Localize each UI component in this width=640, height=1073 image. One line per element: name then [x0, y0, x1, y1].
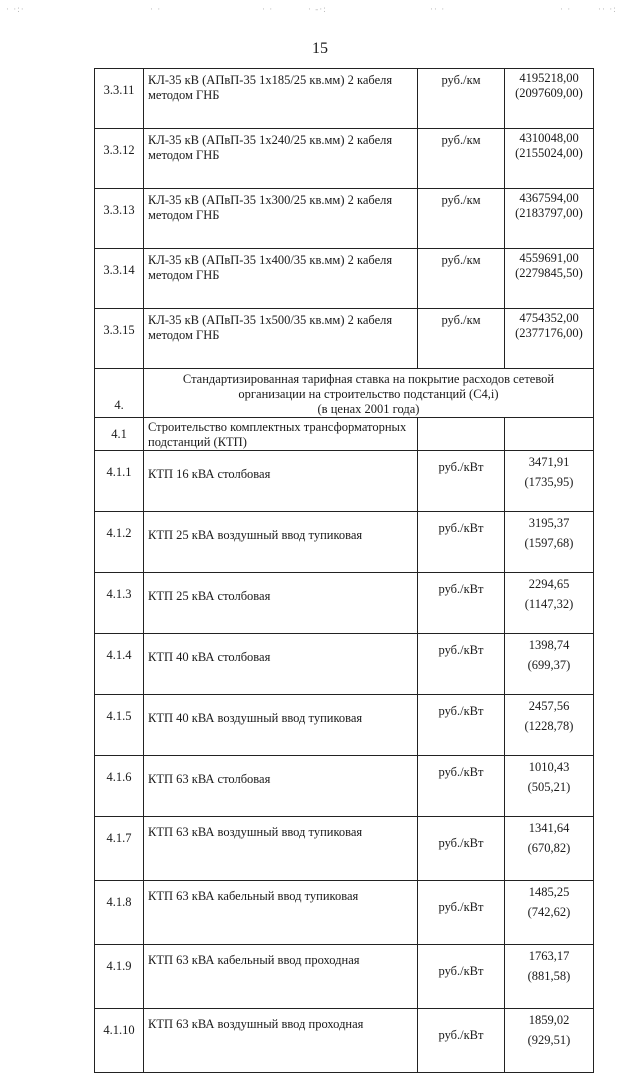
row-number: 4.1.2 [95, 512, 144, 573]
row-value [505, 695, 594, 756]
row-number: 3.3.13 [95, 189, 144, 249]
table-row [95, 249, 594, 309]
row-value [505, 817, 594, 881]
section-number: 4. [95, 369, 144, 418]
value-2001: (2183797,00) [515, 206, 583, 220]
row-value [505, 945, 594, 1009]
value-current: 4559691,00 [519, 251, 579, 265]
value-2001: (699,37) [527, 658, 571, 672]
subsection-number: 4.1 [95, 418, 144, 451]
value-current: 2294,65 [528, 577, 570, 591]
row-description: КТП 16 кВА столбовая [144, 451, 418, 512]
value-current: 1341,64 [528, 821, 570, 835]
row-description: КТП 40 кВА воздушный ввод тупиковая [144, 695, 418, 756]
table-row [95, 309, 594, 369]
row-value [505, 129, 594, 189]
table-row [95, 573, 594, 634]
value-2001: (1597,68) [524, 536, 574, 550]
scan-noise: ·· ·: [598, 4, 617, 14]
row-unit: руб./км [418, 249, 505, 309]
row-description: КТП 25 кВА столбовая [144, 573, 418, 634]
row-unit: руб./кВт [418, 881, 505, 945]
value-2001: (1228,78) [524, 719, 574, 733]
row-unit: руб./км [418, 309, 505, 369]
row-unit: руб./км [418, 189, 505, 249]
row-number: 3.3.15 [95, 309, 144, 369]
row-description: КТП 63 кВА кабельный ввод тупиковая [144, 881, 418, 945]
value-2001: (1735,95) [524, 475, 574, 489]
value-current: 4754352,00 [519, 311, 579, 325]
scan-noise: ·· · [430, 4, 446, 14]
row-description: КЛ-35 кВ (АПвП-35 1х185/25 кв.мм) 2 кабеля методом ГНБ [144, 69, 418, 129]
section-title [144, 369, 594, 418]
row-value [505, 881, 594, 945]
table-row [95, 1009, 594, 1073]
value-current: 1010,43 [528, 760, 570, 774]
row-description: КЛ-35 кВ (АПвП-35 1х500/35 кв.мм) 2 кабеля методом ГНБ [144, 309, 418, 369]
row-unit: руб./кВт [418, 1009, 505, 1073]
section-title-line: (в ценах 2001 года) [317, 402, 420, 416]
section-heading-row [95, 369, 594, 418]
value-2001: (2155024,00) [515, 146, 583, 160]
value-2001: (742,62) [527, 905, 571, 919]
row-value [505, 451, 594, 512]
empty-cell [418, 418, 505, 451]
page-number: 15 [312, 40, 328, 57]
row-unit: руб./кВт [418, 573, 505, 634]
table-row [95, 817, 594, 881]
table-row [95, 129, 594, 189]
row-description: КТП 63 кВА воздушный ввод тупиковая [144, 817, 418, 881]
scan-noise: · ·:· [6, 4, 25, 14]
subsection-row [95, 418, 594, 451]
row-number: 4.1.7 [95, 817, 144, 881]
table-row [95, 189, 594, 249]
row-number: 3.3.14 [95, 249, 144, 309]
row-value [505, 1009, 594, 1073]
row-number: 3.3.11 [95, 69, 144, 129]
row-value [505, 189, 594, 249]
row-number: 4.1.9 [95, 945, 144, 1009]
row-unit: руб./кВт [418, 817, 505, 881]
row-number: 4.1.6 [95, 756, 144, 817]
row-number: 4.1.4 [95, 634, 144, 695]
table-row [95, 695, 594, 756]
row-value [505, 512, 594, 573]
row-description: КТП 63 кВА кабельный ввод проходная [144, 945, 418, 1009]
table-row [95, 69, 594, 129]
row-description: КТП 63 кВА воздушный ввод проходная [144, 1009, 418, 1073]
scan-noise: · · [150, 4, 162, 14]
table-row [95, 634, 594, 695]
row-unit: руб./кВт [418, 512, 505, 573]
value-current: 2457,56 [528, 699, 570, 713]
row-value [505, 634, 594, 695]
table-row [95, 881, 594, 945]
value-current: 4195218,00 [519, 71, 579, 85]
value-current: 1859,02 [528, 1013, 570, 1027]
value-current: 3471,91 [528, 455, 570, 469]
row-description: КЛ-35 кВ (АПвП-35 1х240/25 кв.мм) 2 кабеля методом ГНБ [144, 129, 418, 189]
value-current: 1763,17 [528, 949, 570, 963]
row-number: 3.3.12 [95, 129, 144, 189]
table-row [95, 756, 594, 817]
row-value [505, 309, 594, 369]
value-2001: (505,21) [527, 780, 571, 794]
value-current: 4310048,00 [519, 131, 579, 145]
tariff-table [94, 68, 594, 1073]
value-2001: (2279845,50) [515, 266, 583, 280]
row-description: КТП 25 кВА воздушный ввод тупиковая [144, 512, 418, 573]
empty-cell [505, 418, 594, 451]
row-value [505, 756, 594, 817]
row-description: КЛ-35 кВ (АПвП-35 1х300/25 кв.мм) 2 кабеля методом ГНБ [144, 189, 418, 249]
value-current: 3195,37 [528, 516, 570, 530]
value-2001: (929,51) [527, 1033, 571, 1047]
value-current: 4367594,00 [519, 191, 579, 205]
value-2001: (881,58) [527, 969, 571, 983]
scan-noise: · · [262, 4, 274, 14]
value-2001: (2097609,00) [515, 86, 583, 100]
row-value [505, 249, 594, 309]
row-unit: руб./кВт [418, 945, 505, 1009]
row-number: 4.1.3 [95, 573, 144, 634]
row-unit: руб./км [418, 69, 505, 129]
row-number: 4.1.1 [95, 451, 144, 512]
row-number: 4.1.5 [95, 695, 144, 756]
scan-noise: · -·: [308, 4, 327, 14]
row-unit: руб./кВт [418, 451, 505, 512]
row-unit: руб./кВт [418, 634, 505, 695]
value-current: 1398,74 [528, 638, 570, 652]
value-2001: (2377176,00) [515, 326, 583, 340]
row-unit: руб./км [418, 129, 505, 189]
table-row [95, 451, 594, 512]
row-description: КЛ-35 кВ (АПвП-35 1х400/35 кв.мм) 2 кабеля методом ГНБ [144, 249, 418, 309]
row-number: 4.1.10 [95, 1009, 144, 1073]
section-title-line: организации на строительство подстанций (С4,i) [238, 387, 499, 401]
subsection-title: Строительство комплектных трансформаторных подстанций (КТП) [144, 418, 418, 451]
row-value [505, 69, 594, 129]
row-description: КТП 40 кВА столбовая [144, 634, 418, 695]
row-unit: руб./кВт [418, 756, 505, 817]
table-row [95, 512, 594, 573]
scan-noise: · · [560, 4, 572, 14]
row-unit: руб./кВт [418, 695, 505, 756]
section-title-line: Стандартизированная тарифная ставка на покрытие расходов сетевой [182, 372, 555, 386]
value-2001: (1147,32) [524, 597, 574, 611]
row-number: 4.1.8 [95, 881, 144, 945]
table-row [95, 945, 594, 1009]
row-value [505, 573, 594, 634]
value-2001: (670,82) [527, 841, 571, 855]
value-current: 1485,25 [528, 885, 570, 899]
row-description: КТП 63 кВА столбовая [144, 756, 418, 817]
